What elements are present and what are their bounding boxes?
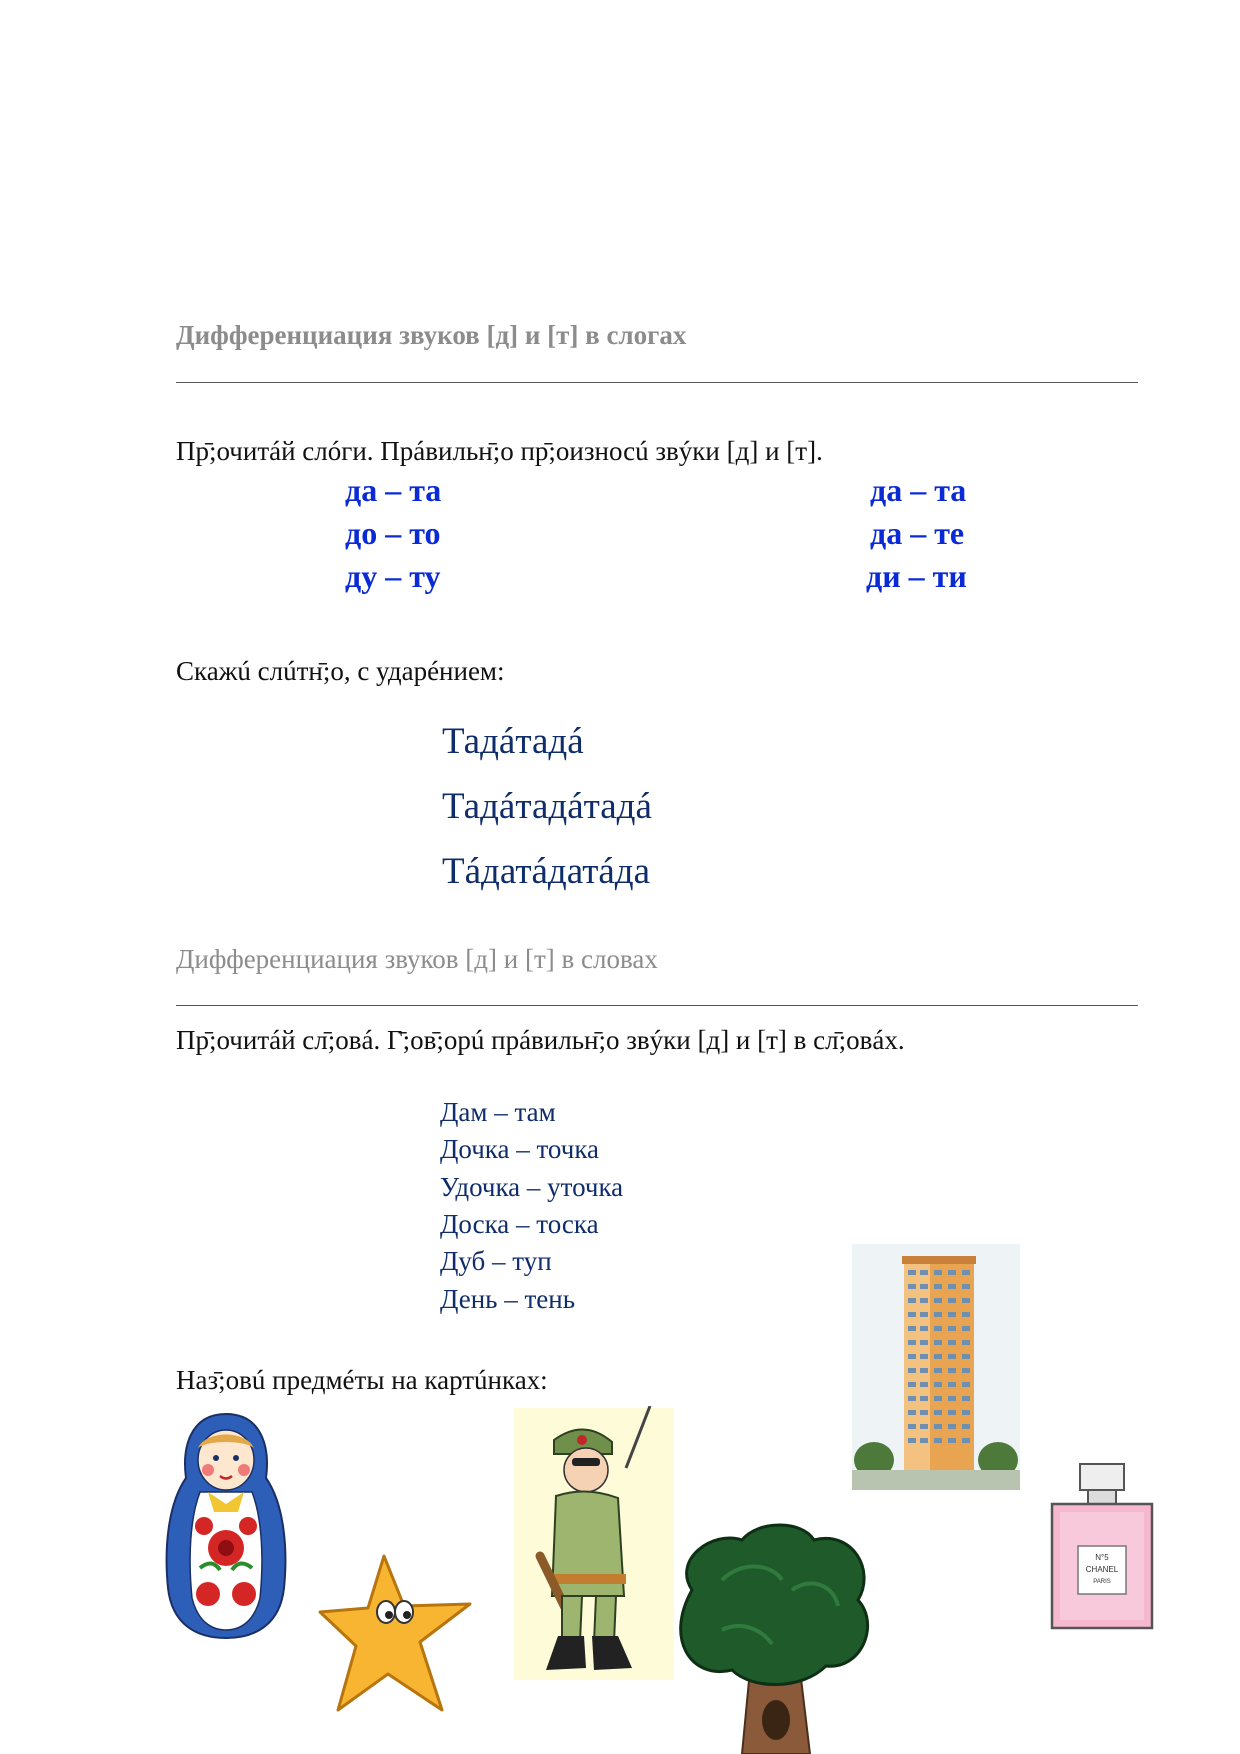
word-pair: Дочка – точка <box>440 1134 600 1164</box>
syllable-pair: да – та <box>870 472 967 508</box>
perfume-label: PARIS <box>1093 1579 1111 1585</box>
pictures-instruction: Наз̄;овú предмéты на картúнках: <box>176 1365 548 1395</box>
rhythm-line: Тáдатáдатáда <box>442 851 651 892</box>
word-pair: Дам – там <box>440 1097 556 1127</box>
rhythm-line: Тадáтадá <box>442 721 584 762</box>
word-pair: Удочка – уточка <box>440 1172 624 1202</box>
soldier-picture <box>514 1406 674 1682</box>
word-pair: День – тень <box>440 1284 576 1314</box>
tree-picture <box>662 1520 882 1754</box>
words-instruction: Пр̄;очитáй сл̄;овá. Г̄;ов̄;орú прáвильн̄;о звýки [д] и [т] в сл̄;овáх. <box>176 1025 905 1055</box>
perfume-label: N°5 <box>1095 1553 1109 1562</box>
divider <box>176 382 1138 383</box>
divider <box>176 1005 1138 1006</box>
rhythm-instruction: Скажú слúтн̄;о, с ударéнием: <box>176 656 505 686</box>
perfume-label: CHANEL <box>1085 1565 1119 1574</box>
rhythm-line: Тадáтадáтадá <box>442 786 652 827</box>
matryoshka-picture <box>160 1408 292 1644</box>
star-picture <box>316 1550 476 1720</box>
section1-title: Дифференциация звуков [д] и [т] в слогах <box>176 320 687 350</box>
word-pair: Дуб – туп <box>440 1246 552 1276</box>
section2-title: Дифференциация звуков [д] и [т] в словах <box>176 944 658 974</box>
syllable-pair: да – та <box>345 472 442 508</box>
perfume-picture <box>1046 1460 1158 1634</box>
syllable-pair: до – то <box>345 515 441 551</box>
building-picture <box>852 1244 1020 1490</box>
syllables-instruction: Пр̄;очитáй слóги. Прáвильн̄;о пр̄;оизносú звýки [д] и [т]. <box>176 436 823 466</box>
syllable-pair: да – те <box>870 515 965 551</box>
syllable-pair: ду – ту <box>345 558 441 594</box>
syllable-pair: ди – ти <box>866 558 967 594</box>
word-pair: Доска – тоска <box>440 1209 599 1239</box>
